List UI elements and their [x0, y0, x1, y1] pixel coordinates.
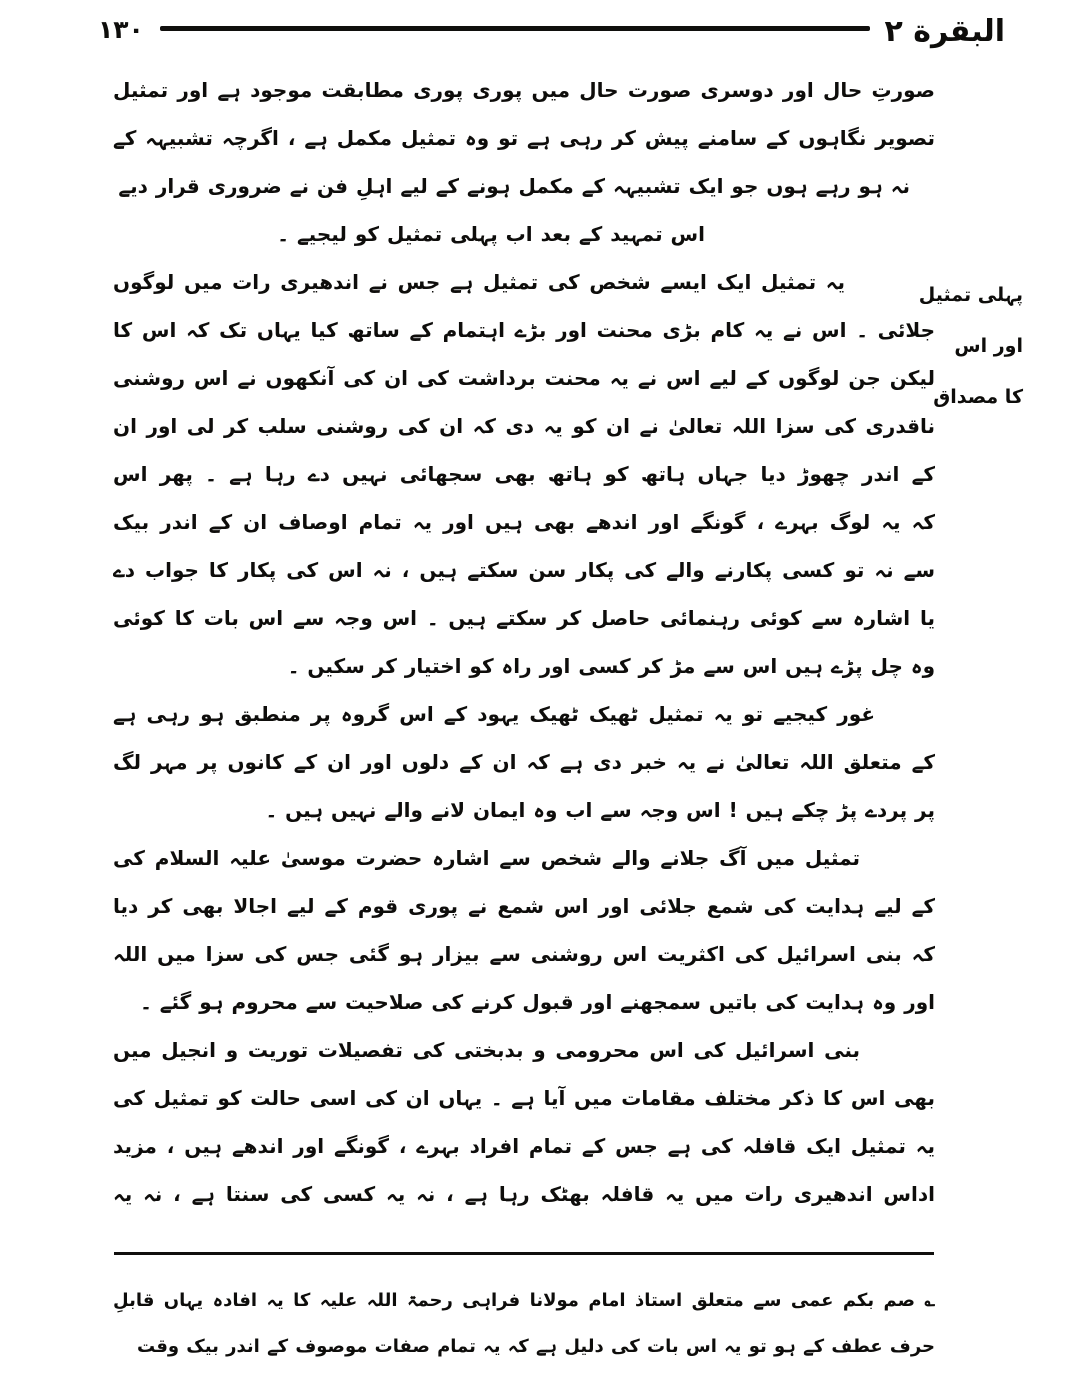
body-line: بنی اسرائیل کی اس محرومی و بدبختی کی تفصیلات توریت و انجیل میں	[113, 1038, 860, 1062]
body-line: جلائی ۔ اس نے یہ کام بڑی محنت اور بڑے اہتمام کے ساتھ کیا یہاں تک کہ اس کا	[113, 318, 935, 342]
body-line: تمثیل میں آگ جلانے والے شخص سے اشارہ حضرت موسیٰ علیہ السلام کی	[113, 846, 860, 870]
body-line: سے نہ تو کسی پکارنے والے کی پکار سن سکتے ہیں ، نہ اس کی پکار کا جواب دے	[113, 558, 935, 582]
body-line: یہ تمثیل ایک قافلہ کی ہے جس کے تمام افراد بہرے ، گونگے اور اندھے ہیں ، مزید	[113, 1134, 935, 1158]
body-line: یا اشارہ سے کوئی رہنمائی حاصل کر سکتے ہیں ۔ اس وجہ سے اس بات کا کوئی	[113, 606, 935, 630]
body-line: وہ چل پڑے ہیں اس سے مڑ کر کسی اور راہ کو اختیار کر سکیں ۔	[287, 654, 935, 678]
page-header	[98, 6, 1005, 50]
footnote	[113, 1278, 935, 1370]
body-line: کے لیے ہدایت کی شمع جلائی اور اس شمع نے پوری قوم کے لیے اجالا بھی کر دیا	[113, 894, 935, 918]
body-line: یہ تمثیل ایک ایسے شخص کی تمثیل ہے جس نے اندھیری رات میں لوگوں	[113, 270, 845, 294]
body-line: کہ یہ لوگ بہرے ، گونگے اور اندھے بھی ہیں اور یہ تمام اوصاف ان کے اندر بیک	[113, 510, 935, 534]
body-line: اور وہ ہدایت کی باتیں سمجھنے اور قبول کرنے کی صلاحیت سے محروم ہو گئے ۔	[140, 990, 935, 1014]
body-line: اس تمہید کے بعد اب پہلی تمثیل کو لیجیے ۔	[277, 222, 705, 246]
body-line: نہ ہو رہے ہوں جو ایک تشبیہہ کے مکمل ہونے کے لیے اہلِ فن نے ضروری قرار دیے	[118, 174, 910, 198]
footnote-line: حرف عطف کے ہو تو یہ اس بات کی دلیل ہے کہ یہ تمام صفات موصوف کے اندر بیک وقت	[137, 1336, 935, 1357]
body-line: لیکن جن لوگوں کے لیے اس نے یہ محنت برداشت کی ان کی آنکھوں نے اس روشنی	[113, 366, 935, 390]
body-line: ناقدری کی سزا اللہ تعالیٰ نے ان کو یہ دی کہ ان کی روشنی سلب کر لی اور ان	[113, 414, 935, 438]
surah-title: البقرة ٢	[884, 13, 1005, 49]
margin-notes	[895, 270, 1023, 423]
body-line: اداس اندھیری رات میں یہ قافلہ بھٹک رہا ہے ، نہ یہ کسی کی سنتا ہے ، نہ یہ	[113, 1182, 935, 1206]
margin-note: اور اس	[954, 335, 1023, 357]
page-number: ۱۳۰	[98, 14, 144, 44]
body-line: کے متعلق اللہ تعالیٰ نے یہ خبر دی ہے کہ ان کے دلوں اور ان کے کانوں پر مہر لگ	[113, 750, 935, 774]
body-line: کے اندر چھوڑ دیا جہاں ہاتھ کو ہاتھ بھی سجھائی نہیں دے رہا ہے ۔ پھر اس	[113, 462, 935, 486]
footnote-divider	[114, 1252, 934, 1255]
body-line: بھی اس کا ذکر مختلف مقامات میں آیا ہے ۔ یہاں ان کی اسی حالت کو تمثیل کی	[113, 1086, 935, 1110]
margin-note: پہلی تمثیل	[918, 284, 1023, 306]
footnote-line: ؎ صم بکم عمی سے متعلق استاذ امام مولانا فراہی رحمۃ اللہ علیہ کا یہ افادہ یہاں قابلِ	[113, 1290, 935, 1311]
body-line: کہ بنی اسرائیل کی اکثریت اس روشنی سے بیزار ہو گئی جس کی سزا میں اللہ	[113, 942, 935, 966]
header-rule	[160, 26, 871, 31]
margin-note: کا مصداق	[933, 386, 1023, 408]
body-line: صورتِ حال اور دوسری صورت حال میں پوری پوری مطابقت موجود ہے اور تمثیل	[113, 78, 935, 102]
body-line: غور کیجیے تو یہ تمثیل ٹھیک ٹھیک یہود کے اس گروہ پر منطبق ہو رہی ہے	[113, 702, 875, 726]
body-line: پر پردے پڑ چکے ہیں ! اس وجہ سے اب وہ ایمان لانے والے نہیں ہیں ۔	[265, 798, 935, 822]
body-text	[113, 66, 935, 1218]
body-line: تصویر نگاہوں کے سامنے پیش کر رہی ہے تو وہ تمثیل مکمل ہے ، اگرچہ تشبیہہ کے	[113, 126, 935, 150]
